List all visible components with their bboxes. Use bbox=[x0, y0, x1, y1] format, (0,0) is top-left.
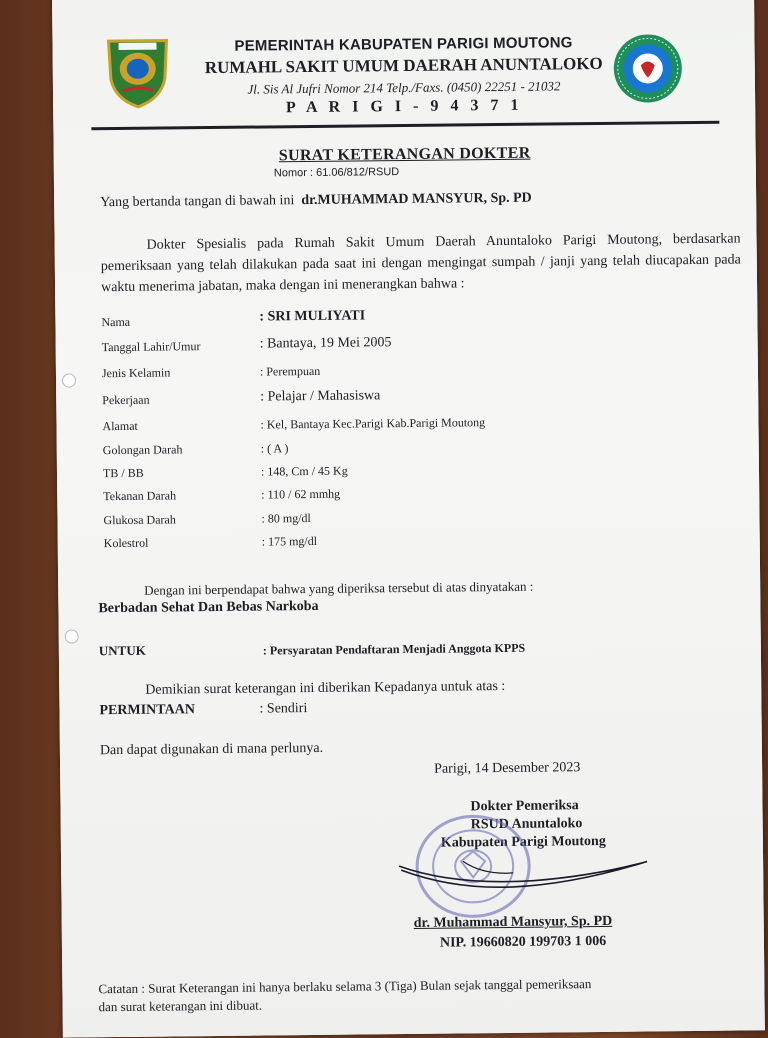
header-city: P A R I G I - 9 4 3 7 1 bbox=[285, 96, 523, 117]
signer-name: dr. Muhammad Mansyur, Sp. PD bbox=[413, 913, 613, 931]
field-value-glucose: : 80 mg/dl bbox=[261, 510, 311, 526]
note-line-1: Catatan : Surat Keterangan ini hanya berlaku selama 3 (Tiga) Bulan sejak tanggal pemeriksaan bbox=[98, 976, 592, 997]
field-label-job: Pekerjaan bbox=[102, 392, 150, 408]
signer-institution: RSUD Anuntaloko bbox=[470, 816, 583, 833]
note-line-2: dan surat keterangan ini dibuat. bbox=[98, 997, 263, 1015]
conclusion-intro: Dengan ini berpendapat bahwa yang diperiksa tersebut di atas dinyatakan : bbox=[144, 578, 534, 598]
binder-hole bbox=[62, 373, 76, 387]
field-label-birth: Tanggal Lahir/Umur bbox=[101, 339, 201, 355]
field-value-nama: : SRI MULIYATI bbox=[259, 308, 366, 325]
request-label: PERMINTAAN bbox=[99, 702, 195, 719]
request-value: : Sendiri bbox=[259, 701, 308, 717]
document-paper bbox=[52, 0, 765, 1038]
statement-paragraph: Dokter Spesialis pada Rumah Sakit Umum Daerah Anuntaloko Parigi Moutong, berdasarkan pemeriksaan yang telah dilakukan pada saat ini dengan mengingat sumpah / janji yang telah diucapakan pada waktu menerima jabatan, maka dengan ini menerangkan bahwa : bbox=[100, 231, 741, 296]
field-value-height-weight: : 148, Cm / 45 Kg bbox=[260, 463, 348, 479]
intro-prefix: Yang bertanda tangan di bawah ini bbox=[100, 193, 295, 211]
field-label-cholesterol: Kolestrol bbox=[103, 535, 149, 551]
field-value-birth: : Bantaya, 19 Mei 2005 bbox=[259, 335, 392, 352]
field-label-nama: Nama bbox=[101, 314, 131, 330]
field-value-cholesterol: : 175 mg/dl bbox=[261, 533, 318, 549]
purpose-value: : Persyaratan Pendaftaran Menjadi Anggota KPPS bbox=[262, 640, 526, 658]
signer-regency: Kabupaten Parigi Moutong bbox=[440, 833, 606, 851]
header-address: Jl. Sis Al Jufri Nomor 214 Telp./Faxs. (0450) 22251 - 21032 bbox=[247, 78, 561, 97]
place-date: Parigi, 14 Desember 2023 bbox=[434, 760, 581, 777]
letter-title: SURAT KETERANGAN DOKTER bbox=[278, 144, 531, 165]
field-value-blood-pressure: : 110 / 62 mmhg bbox=[261, 486, 341, 502]
conclusion-result: Berbadan Sehat Dan Bebas Narkoba bbox=[98, 598, 319, 617]
doctor-name: dr.MUHAMMAD MANSYUR, Sp. PD bbox=[301, 190, 532, 209]
closing-statement: Demikian surat keterangan ini diberikan Kepadanya untuk atas : bbox=[145, 678, 506, 698]
field-label-glucose: Glukosa Darah bbox=[103, 512, 176, 528]
intro-line bbox=[100, 191, 532, 212]
field-value-job: : Pelajar / Mahasiswa bbox=[260, 388, 381, 405]
purpose-label: UNTUK bbox=[98, 642, 146, 659]
signer-role-title: Dokter Pemeriksa bbox=[470, 798, 579, 815]
header-hospital: RUMAHL SAKIT UMUM DAERAH ANUNTALOKO bbox=[204, 53, 603, 78]
field-value-address: : Kel, Bantaya Kec.Parigi Kab.Parigi Moutong bbox=[260, 415, 486, 432]
letter-number: Nomor : 61.06/812/RSUD bbox=[273, 166, 400, 180]
binder-hole bbox=[65, 629, 79, 643]
field-label-blood-pressure: Tekanan Darah bbox=[103, 488, 177, 504]
field-label-gender: Jenis Kelamin bbox=[101, 365, 171, 381]
usage-statement: Dan dapat digunakan di mana perlunya. bbox=[99, 740, 324, 759]
field-label-blood-type: Golongan Darah bbox=[102, 442, 183, 458]
field-label-height-weight: TB / BB bbox=[102, 465, 144, 481]
signer-nip: NIP. 19660820 199703 1 006 bbox=[439, 933, 607, 951]
handwritten-signature bbox=[393, 853, 653, 896]
header-divider bbox=[91, 121, 719, 131]
field-label-address: Alamat bbox=[102, 418, 138, 434]
field-value-blood-type: : ( A ) bbox=[260, 441, 289, 456]
header-government: PEMERINTAH KABUPATEN PARIGI MOUTONG bbox=[234, 34, 573, 55]
field-value-gender: : Perempuan bbox=[259, 363, 321, 379]
